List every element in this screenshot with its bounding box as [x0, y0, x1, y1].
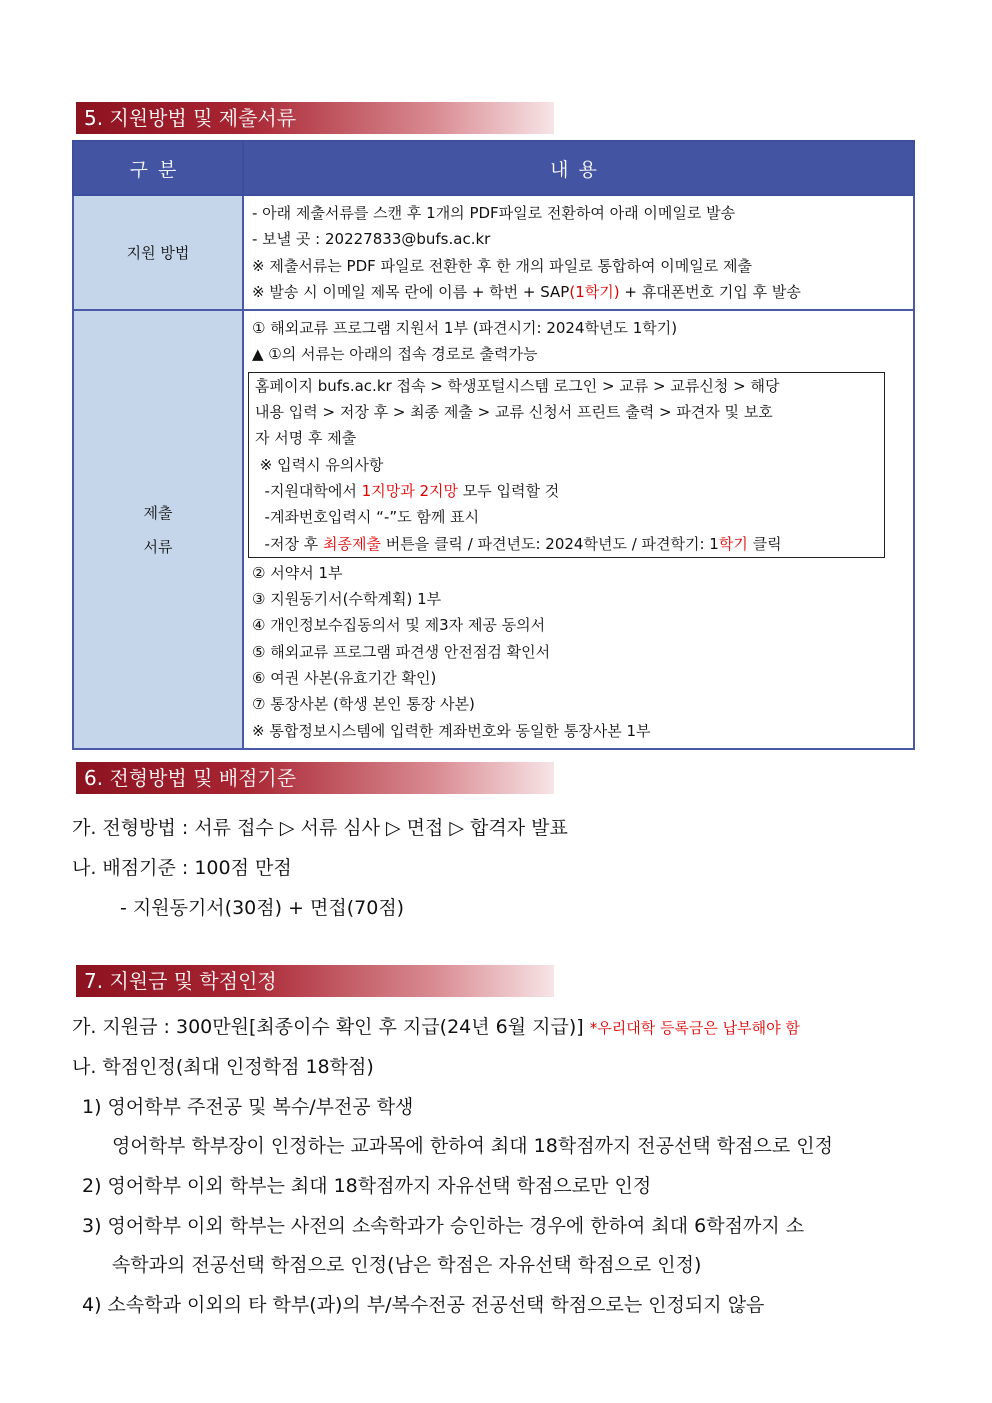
method-line-4-text: ※ 발송 시 이메일 제목 란에 이름 + 학번 + SAP: [252, 282, 570, 301]
doc-item-3: ③ 지원동기서(수학계획) 1부: [252, 590, 442, 609]
doc-note: ※ 통합정보시스템에 입력한 계좌번호와 동일한 통장사본 1부: [252, 721, 651, 740]
credit-item-3-cont: 속학과의 전공선택 학점으로 인정(남은 학점은 자유선택 학점으로 인정): [112, 1254, 702, 1276]
box-line-7: [255, 531, 878, 557]
credit-item-3: 3) 영어학부 이외 학부는 사전의 소속학과가 승인하는 경우에 한하여 최대 6학점까지 소: [82, 1215, 805, 1237]
credit-item-4: 4) 소속학과 이외의 타 학부(과)의 부/복수전공 전공선택 학점으로는 인정되지 않음: [82, 1294, 765, 1316]
box-line-7-c: 클릭: [747, 534, 782, 553]
doc-item-4: ④ 개인정보수집동의서 및 제3자 제공 동의서: [252, 616, 546, 635]
method-line-1: - 아래 제출서류를 스캔 후 1개의 PDF파일로 전환하여 아래 이메일로 발송: [252, 204, 736, 222]
application-table: [72, 140, 915, 750]
table-row: [73, 195, 914, 310]
box-line-1: 홈페이지 bufs.ac.kr 접속 > 학생포털시스템 로그인 > 교류 > 교류신청 > 해당: [255, 376, 780, 395]
table-header-row: [73, 141, 914, 195]
box-line-7-a: -저장 후: [255, 534, 323, 553]
header-category: 구분: [73, 141, 243, 195]
box-line-5-red: 1지망과 2지망: [361, 481, 458, 500]
method-line-3: ※ 제출서류는 PDF 파일로 전환한 후 한 개의 파일로 통합하여 이메일로 제출: [252, 256, 752, 275]
box-line-4: ※ 입력시 유의사항: [255, 455, 384, 474]
section-6-title: 6. 전형방법 및 배점기준: [76, 762, 554, 794]
doc-item-7: ⑦ 통장사본 (학생 본인 통장 사본): [252, 695, 475, 714]
row-content-method: [243, 195, 914, 310]
doc-line-1: ① 해외교류 프로그램 지원서 1부 (파견시기: 2024학년도 1학기): [252, 319, 678, 338]
grant-amount: [72, 1012, 800, 1039]
credit-item-1-detail: 영어학부 학부장이 인정하는 교과목에 한하여 최대 18학점까지 전공선택 학점으로 인정: [112, 1135, 833, 1157]
grant-amount-text: 가. 지원금 : 300만원[최종이수 확인 후 지급(24년 6월 지급)]: [72, 1016, 584, 1038]
table-row: [73, 310, 914, 749]
box-line-7-b: 버튼을 클릭 / 파견년도: 2024학년도 / 파견학기: 1: [380, 534, 719, 553]
row-content-documents: [243, 310, 914, 749]
box-line-7-red: 최종제출: [322, 534, 381, 553]
box-line-2: 내용 입력 > 저장 후 > 최종 제출 > 교류 신청서 프린트 출력 > 파견자 및 보호: [255, 403, 773, 422]
header-content: 내용: [243, 141, 914, 195]
row-label-method: 지원 방법: [73, 195, 243, 310]
method-line-2: - 보낼 곳 : 20227833@bufs.ac.kr: [252, 230, 491, 249]
doc-item-2: ② 서약서 1부: [252, 563, 343, 582]
scoring-criteria: 나. 배점기준 : 100점 만점: [72, 857, 292, 879]
documents-label-1: 제출: [143, 503, 173, 522]
box-line-3: 자 서명 후 제출: [255, 429, 357, 448]
method-line-4-text-end: + 휴대폰번호 기입 후 발송: [619, 282, 801, 301]
credit-item-1: 1) 영어학부 주전공 및 복수/부전공 학생: [82, 1096, 414, 1118]
credit-item-2: 2) 영어학부 이외 학부는 최대 18학점까지 자유선택 학점으로만 인정: [82, 1175, 652, 1197]
access-path-box: [248, 372, 885, 558]
doc-item-6: ⑥ 여권 사본(유효기간 확인): [252, 669, 437, 688]
method-line-4: [252, 279, 905, 305]
selection-method: 가. 전형방법 : 서류 접수 ▷ 서류 심사 ▷ 면접 ▷ 합격자 발표: [72, 817, 568, 839]
doc-item-5: ⑤ 해외교류 프로그램 파견생 안전점검 확인서: [252, 642, 551, 661]
section-5-title: 5. 지원방법 및 제출서류: [76, 102, 554, 134]
method-line-4-semester: (1학기): [569, 282, 620, 301]
box-line-5-a: -지원대학에서: [255, 481, 362, 500]
box-line-7-red2: 학기: [718, 534, 748, 553]
section-7-title: 7. 지원금 및 학점인정: [76, 965, 554, 997]
row-label-documents: [73, 310, 243, 749]
doc-line-2: ▲ ①의 서류는 아래의 접속 경로로 출력가능: [252, 345, 538, 364]
box-line-5-b: 모두 입력할 것: [457, 481, 560, 500]
scoring-detail: - 지원동기서(30점) + 면접(70점): [120, 897, 405, 919]
credit-recognition: 나. 학점인정(최대 인정학점 18학점): [72, 1056, 374, 1078]
documents-label-2: 서류: [143, 537, 173, 556]
box-line-5: [255, 478, 878, 504]
box-line-6: -계좌번호입력시 “-”도 함께 표시: [255, 508, 480, 527]
tuition-note: *우리대학 등록금은 납부해야 함: [589, 1019, 800, 1037]
